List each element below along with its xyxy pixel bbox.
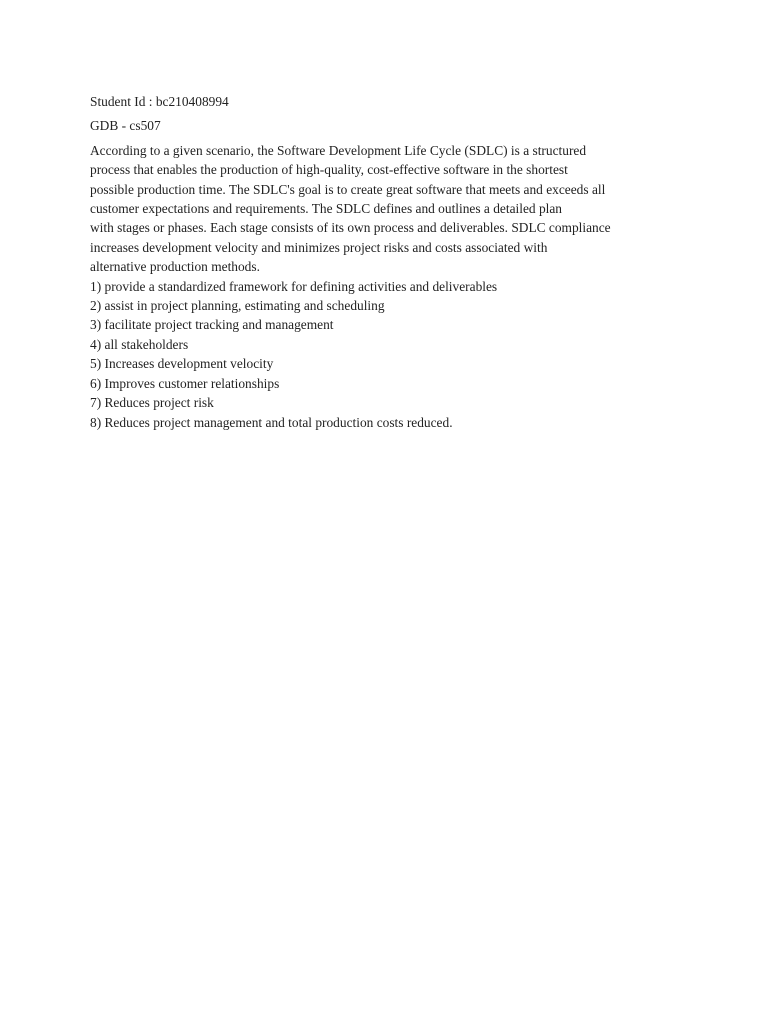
paragraph-line: alternative production methods. [90,259,260,275]
paragraph-line: increases development velocity and minimizes project risks and costs associated with [90,239,548,255]
paragraph-line: with stages or phases. Each stage consists of its own process and deliverables. SDLC compliance [90,220,611,236]
paragraph-line: customer expectations and requirements. The SDLC defines and outlines a detailed plan [90,201,563,217]
list-item: 2) assist in project planning, estimating and scheduling [90,298,385,314]
paragraph-line: possible production time. The SDLC's goal is to create great software that meets and exceeds all [90,181,606,197]
gdb-title: GDB - cs507 [90,118,161,134]
list-item: 6) Improves customer relationships [90,375,280,391]
list-item: 4) all stakeholders [90,336,189,352]
paragraph-line: According to a given scenario, the Software Development Life Cycle (SDLC) is a structured [90,142,587,158]
student-id: Student Id : bc210408994 [90,94,229,109]
list-item: 7) Reduces project risk [90,395,214,411]
list-item: 1) provide a standardized framework for defining activities and deliverables [90,278,498,294]
paragraph-line: process that enables the production of high-quality, cost-effective software in the shortest [90,162,568,178]
benefits-list [90,277,660,432]
list-item: 8) Reduces project management and total production costs reduced. [90,414,453,430]
paragraph [90,141,660,277]
document-content [90,92,660,432]
list-item: 5) Increases development velocity [90,356,274,372]
list-item: 3) facilitate project tracking and management [90,317,334,333]
